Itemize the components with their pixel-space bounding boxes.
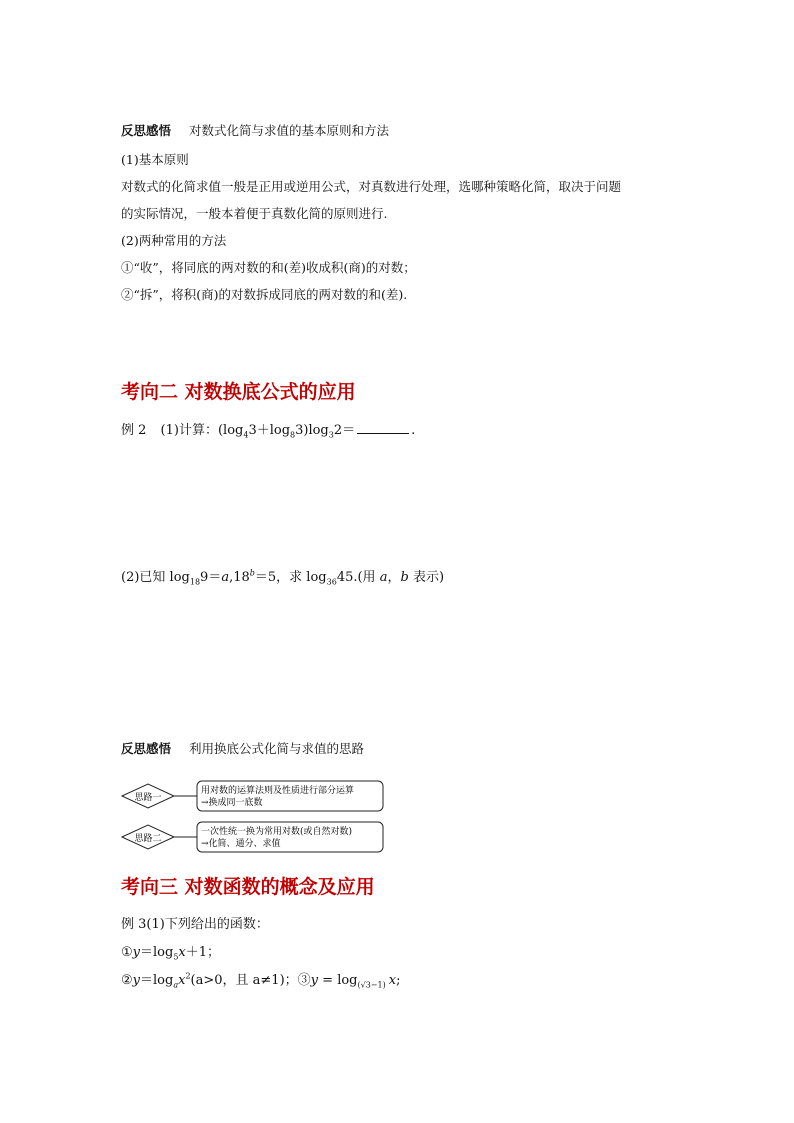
reflection-title-line — [121, 739, 364, 757]
idea-2-line-2: →化简、通分、求值 — [201, 839, 281, 849]
function-1: $①y=\log_5x+1$； — [121, 945, 221, 962]
answer-blank[interactable] — [357, 421, 409, 434]
paragraph: 对数式的化简求值一般是正用或逆用公式，对真数进行处理，选哪种策略化简，取决于问题 — [121, 179, 622, 194]
example-2-question-2: (2)已知 $\log_{18}9=a,18^b=5$，求 $\log_{36}45$.(用 a，b 表示) — [121, 568, 445, 587]
paragraph: 的实际情况，一般本着便于真数化简的原则进行. — [121, 206, 388, 221]
reflection-label: 反思感悟 — [121, 741, 172, 756]
paragraph: ②“拆”，将积(商)的对数拆成同底的两对数的和(差). — [121, 287, 408, 302]
example-3-intro: 例 3(1)下列给出的函数： — [121, 917, 269, 932]
paragraph: (2)两种常用的方法 — [121, 233, 227, 248]
section-heading: 考向三 对数函数的概念及应用 — [121, 876, 375, 898]
reflection-title: 对数式化简与求值的基本原则和方法 — [189, 123, 390, 138]
reflection-title: 利用换底公式化简与求值的思路 — [189, 741, 365, 756]
reflection-title-line — [121, 121, 389, 139]
idea-2-label: 思路二 — [134, 834, 162, 844]
function-2-and-3: $②y=\log_ax^2(a>0$，且 a≠1)；③y = $\log_{(√3-1)} x$; — [121, 971, 401, 990]
paragraph: (1)基本原则 — [121, 152, 189, 167]
idea-1-label: 思路一 — [134, 793, 162, 803]
reflection-label: 反思感悟 — [121, 123, 172, 138]
idea-2-line-1: 一次性统一换为常用对数(或自然对数) — [201, 827, 353, 837]
section-heading: 考向二 对数换底公式的应用 — [121, 381, 356, 403]
paragraph: ①“收”，将同底的两对数的和(差)收成积(商)的对数； — [121, 260, 416, 275]
method-diagram — [118, 776, 390, 856]
example-2-question-1: 例 2 (1)计算：$(\log_43+\log_83)\log_32=$ . — [121, 423, 416, 440]
example-label: 例 2 — [121, 423, 147, 438]
idea-1-line-2: →换成同一底数 — [201, 798, 263, 808]
idea-1-line-1: 用对数的运算法则及性质进行部分运算 — [201, 786, 355, 796]
